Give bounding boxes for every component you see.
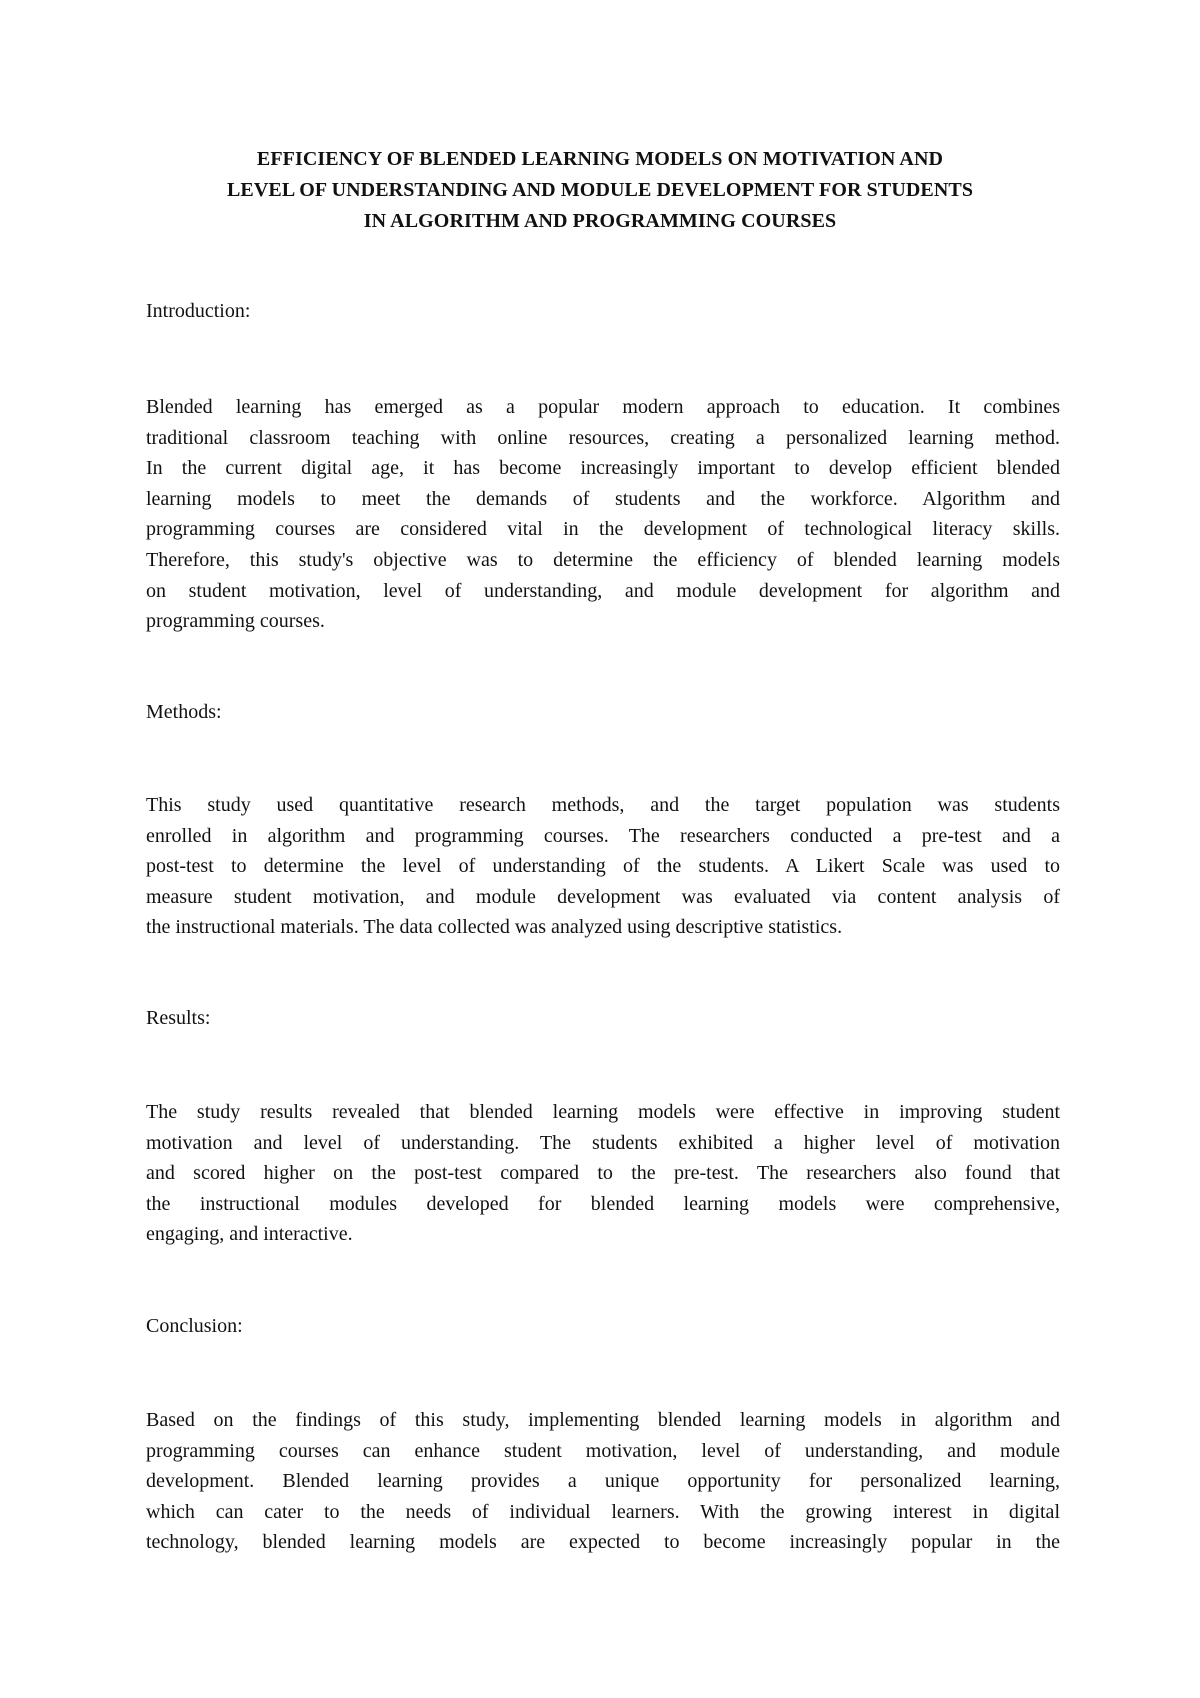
title-line: LEVEL OF UNDERSTANDING AND MODULE DEVELOPMENT FOR STUDENTS	[226, 179, 974, 201]
paragraph-introduction	[146, 392, 1060, 637]
section-heading-introduction: Introduction:	[146, 300, 251, 322]
section-heading-methods: Methods:	[146, 701, 222, 723]
paragraph-results	[146, 1097, 1060, 1250]
paragraph-line: on student motivation, level of understanding, and module development for algorithm and	[146, 579, 1060, 602]
paragraph-line: engaging, and interactive.	[146, 1223, 353, 1246]
paragraph-line: learning models to meet the demands of students and the workforce. Algorithm and	[146, 487, 1060, 510]
paragraph-line: the instructional modules developed for blended learning models were comprehensive,	[146, 1192, 1060, 1215]
paragraph-line: traditional classroom teaching with online resources, creating a personalized learning method.	[146, 426, 1060, 449]
paragraph-line: post-test to determine the level of understanding of the students. A Likert Scale was used to	[146, 855, 1060, 878]
title-line: EFFICIENCY OF BLENDED LEARNING MODELS ON MOTIVATION AND	[256, 148, 944, 170]
paragraph-line: programming courses are considered vital in the development of technological literacy skills.	[146, 518, 1060, 541]
section-heading-results: Results:	[146, 1007, 211, 1029]
paragraph-conclusion	[146, 1405, 1060, 1558]
paragraph-line: measure student motivation, and module development was evaluated via content analysis of	[146, 885, 1060, 908]
document-title	[140, 144, 1060, 237]
paragraph-line: The study results revealed that blended learning models were effective in improving student	[146, 1101, 1060, 1123]
paragraph-line: In the current digital age, it has become increasingly important to develop efficient blended	[146, 457, 1060, 480]
paragraph-line: motivation and level of understanding. The students exhibited a higher level of motivation	[146, 1131, 1060, 1154]
paragraph-line: the instructional materials. The data collected was analyzed using descriptive statistics.	[146, 916, 843, 939]
paragraph-line: programming courses.	[146, 610, 325, 633]
paragraph-line: Therefore, this study's objective was to determine the efficiency of blended learning models	[146, 548, 1060, 571]
paragraph-line: and scored higher on the post-test compared to the pre-test. The researchers also found that	[146, 1162, 1060, 1185]
paragraph-line: which can cater to the needs of individual learners. With the growing interest in digital	[146, 1500, 1060, 1523]
paragraph-line: programming courses can enhance student motivation, level of understanding, and module	[146, 1439, 1060, 1462]
paragraph-line: enrolled in algorithm and programming courses. The researchers conducted a pre-test and a	[146, 824, 1060, 847]
paragraph-line: technology, blended learning models are expected to become increasingly popular in the	[146, 1531, 1060, 1554]
title-line: IN ALGORITHM AND PROGRAMMING COURSES	[363, 210, 837, 232]
paragraph-line: Based on the findings of this study, implementing blended learning models in algorithm and	[146, 1409, 1060, 1431]
paragraph-line: development. Blended learning provides a unique opportunity for personalized learning,	[146, 1470, 1060, 1493]
section-heading-conclusion: Conclusion:	[146, 1315, 243, 1337]
paragraph-line: This study used quantitative research methods, and the target population was students	[146, 794, 1060, 816]
paragraph-line: Blended learning has emerged as a popular modern approach to education. It combines	[146, 396, 1060, 418]
paragraph-methods	[146, 790, 1060, 943]
